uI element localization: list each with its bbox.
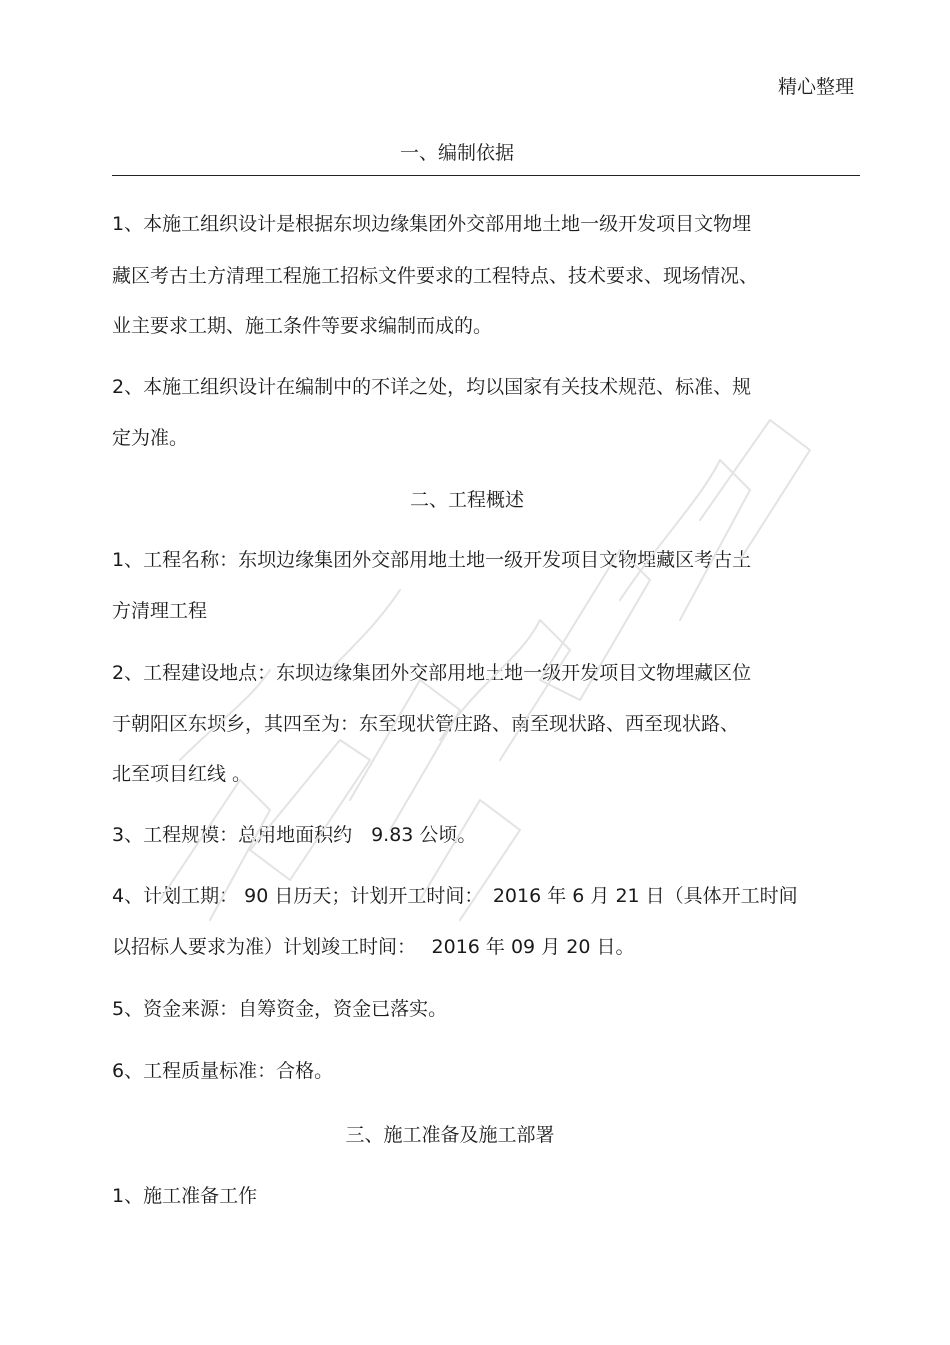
- header-note: 精心整理: [777, 76, 854, 98]
- paragraph-line: 以招标人要求为准）计划竣工时间： 2016 年 09 月 20 日。: [112, 936, 635, 958]
- section-heading-2: 二、工程概述: [409, 489, 524, 511]
- section-heading-3: 三、施工准备及施工部署: [345, 1124, 555, 1146]
- paragraph-line: 1、工程名称：东坝边缘集团外交部用地土地一级开发项目文物埋藏区考古土: [112, 549, 752, 571]
- paragraph-line: 1、施工准备工作: [112, 1185, 258, 1207]
- paragraph-line: 5、资金来源：自筹资金，资金已落实。: [112, 998, 448, 1020]
- section-heading-1: 一、编制依据: [399, 142, 514, 164]
- paragraph-line: 3、工程规模：总用地面积约 9.83 公顷。: [112, 824, 477, 846]
- paragraph-line: 定为准。: [112, 427, 189, 449]
- paragraph-line: 藏区考古土方清理工程施工招标文件要求的工程特点、技术要求、现场情况、: [112, 265, 759, 287]
- paragraph-line: 1、本施工组织设计是根据东坝边缘集团外交部用地土地一级开发项目文物埋: [112, 213, 752, 235]
- paragraph-line: 业主要求工期、施工条件等要求编制而成的。: [112, 315, 493, 337]
- paragraph-line: 北至项目红线 。: [112, 763, 252, 785]
- paragraph-line: 方清理工程: [112, 600, 208, 622]
- paragraph-line: 6、工程质量标准：合格。: [112, 1060, 334, 1082]
- paragraph-line: 2、工程建设地点：东坝边缘集团外交部用地土地一级开发项目文物埋藏区位: [112, 662, 752, 684]
- paragraph-line: 于朝阳区东坝乡，其四至为：东至现状管庄路、南至现状路、西至现状路、: [112, 713, 740, 735]
- paragraph-line: 4、计划工期： 90 日历天；计划开工时间： 2016 年 6 月 21 日（具体开工时间: [112, 885, 798, 907]
- paragraph-line: 2、本施工组织设计在编制中的不详之处，均以国家有关技术规范、标准、规: [112, 376, 752, 398]
- header-rule: [112, 175, 860, 176]
